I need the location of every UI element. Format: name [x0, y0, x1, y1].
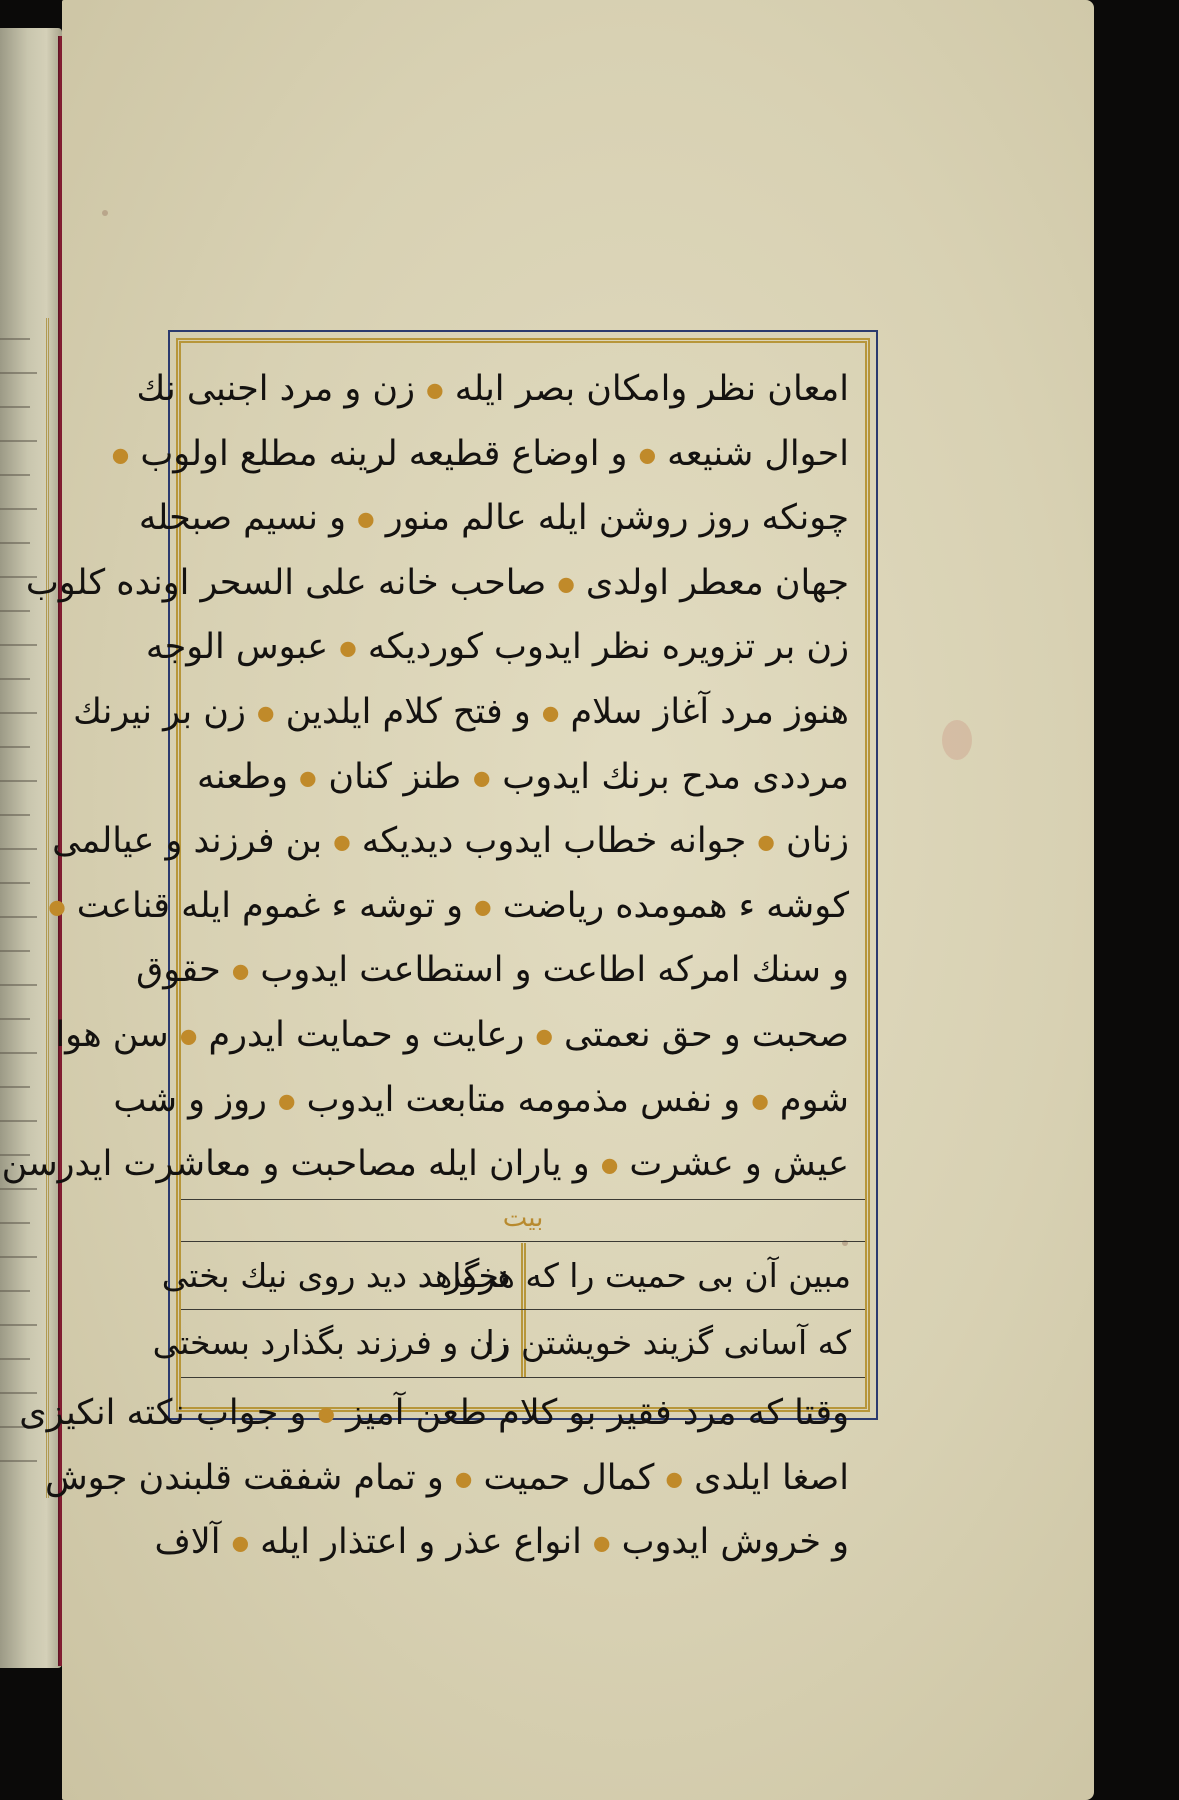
- facing-page-text-trace: [0, 882, 30, 884]
- text-line: شوم ● و نفس مذمومه متابعت ایدوب ● روز و شب: [113, 1079, 849, 1120]
- text-line: وقتا که مرد فقیر بو کلام طعن آمیز ● و جواب نکته انکیزی: [19, 1393, 849, 1433]
- verse-hemistich-left: نخواهد دید روی نیك بختی: [161, 1256, 509, 1295]
- text-line: امعان نظر وامکان بصر ایله ● زن و مرد اجنبی نك: [136, 369, 849, 409]
- facing-page-text-trace: [0, 678, 30, 680]
- verse-hemistich-left: زن و فرزند بگذارد بسختی: [152, 1323, 509, 1362]
- text-line: زنان ● جوانه خطاب ایدوب دیدیکه ● بن فرزند و عیالمی: [52, 821, 849, 862]
- verse-hemistich-right: مبین آن بی حمیت را که هرگز: [445, 1256, 851, 1295]
- text-line: و سنك امرکه اطاعت و استطاعت ایدوب ● حقوق: [136, 950, 849, 991]
- gold-punctuation-dot: ●: [231, 1530, 250, 1555]
- verse-hemistich-right: که آسانی گزیند خویشتن را: [485, 1323, 851, 1362]
- gold-punctuation-dot: ●: [299, 765, 317, 790]
- facing-page-text-trace: [0, 1460, 37, 1462]
- gold-punctuation-dot: ●: [257, 700, 275, 725]
- facing-page-text-trace: [0, 508, 37, 510]
- facing-page-text-trace: [0, 372, 37, 374]
- text-block-frame: [1, 330, 878, 1563]
- facing-page-text-trace: [0, 338, 30, 340]
- main-text-block: [1, 357, 849, 1197]
- verse-row-rule: [181, 1309, 865, 1310]
- gold-punctuation-dot: ●: [426, 377, 444, 402]
- ruling-line: [181, 1199, 865, 1200]
- foxing-spot: [102, 210, 108, 216]
- gold-punctuation-dot: ●: [454, 1466, 473, 1491]
- gold-punctuation-dot: ●: [278, 1088, 296, 1113]
- facing-page-text-trace: [0, 542, 30, 544]
- text-line: مرددی مدح برنك ایدوب ● طنز کنان ● وطعنه: [197, 756, 849, 797]
- gold-punctuation-dot: ●: [751, 1088, 769, 1113]
- facing-page-text-trace: [0, 746, 30, 748]
- ruling-line: [181, 1377, 865, 1378]
- text-line: صحبت و حق نعمتی ● رعایت و حمایت ایدرم ● سن هوا: [55, 1014, 849, 1055]
- facing-page-text-trace: [0, 1324, 37, 1326]
- facing-page-text-trace: [0, 474, 30, 476]
- gold-punctuation-dot: ●: [600, 1152, 619, 1177]
- gold-punctuation-dot: ●: [665, 1466, 683, 1491]
- facing-page-text-trace: [0, 984, 37, 986]
- facing-page-text-trace: [0, 1256, 37, 1258]
- facing-page-text-trace: [0, 644, 37, 646]
- verse-panel: [152, 1243, 865, 1377]
- facing-page-text-trace: [0, 1358, 30, 1360]
- facing-page-text-trace: [0, 712, 37, 714]
- gold-punctuation-dot: ●: [472, 765, 491, 790]
- gold-punctuation-dot: ●: [593, 1530, 611, 1555]
- facing-page-text-trace: [0, 1222, 30, 1224]
- text-line: جهان معطر اولدی ● صاحب خانه علی السحر اونده کلوب: [25, 562, 849, 603]
- facing-page-text-trace: [0, 814, 30, 816]
- gold-punctuation-dot: ●: [535, 1023, 553, 1048]
- gold-punctuation-dot: ●: [557, 571, 575, 596]
- text-line: و خروش ایدوب ● انواع عذر و اعتذار ایله ● آلاف: [154, 1522, 849, 1563]
- text-line: کوشه ء همومده ریاضت ● و توشه ء غموم ایله قناعت ●: [48, 885, 849, 926]
- gold-punctuation-dot: ●: [339, 636, 357, 661]
- verse-heading: بیت: [502, 1203, 544, 1233]
- paper-stain: [942, 720, 972, 760]
- facing-page-text-trace: [0, 916, 37, 918]
- facing-page-text-trace: [0, 848, 37, 850]
- facing-page-text-trace: [0, 440, 37, 442]
- gold-punctuation-dot: ●: [333, 829, 351, 854]
- text-line: عیش و عشرت ● و یاران ایله مصاحبت و معاشرت ایدرسن: [1, 1144, 849, 1185]
- verse-couplet: [161, 1243, 865, 1309]
- gold-punctuation-dot: ●: [111, 442, 130, 467]
- facing-page-text-trace: [0, 1290, 30, 1292]
- gold-ruling: [1, 338, 870, 1563]
- facing-page-text-trace: [0, 1120, 37, 1122]
- facing-page-text-trace: [0, 406, 30, 408]
- facing-page-text-trace: [0, 950, 30, 952]
- text-line: زن بر تزویره نظر ایدوب کوردیکه ● عبوس الوجه: [145, 627, 849, 668]
- gold-punctuation-dot: ●: [179, 1023, 198, 1048]
- gold-punctuation-dot: ●: [48, 894, 66, 919]
- facing-page-text-trace: [0, 1086, 30, 1088]
- text-line: اصغا ایلدی ● کمال حمیت ● و تمام شفقت قلبندن جوش: [44, 1457, 849, 1498]
- gold-punctuation-dot: ●: [474, 894, 492, 919]
- facing-page-text-trace: [0, 1052, 37, 1054]
- facing-page-text-trace: [0, 780, 37, 782]
- gold-punctuation-dot: ●: [757, 829, 775, 854]
- text-line: چونکه روز روشن ایله عالم منور ● و نسیم صبحله: [138, 498, 849, 539]
- text-line: احوال شنیعه ● و اوضاع قطیعه لرینه مطلع اولوب ●: [111, 433, 849, 474]
- facing-page-frame: [0, 318, 49, 1498]
- manuscript-folio: [1, 0, 1094, 1800]
- gold-punctuation-dot: ●: [638, 442, 657, 467]
- rubric-band: [181, 1201, 865, 1241]
- gold-punctuation-dot: ●: [317, 1401, 335, 1426]
- ruling-line: [181, 1241, 865, 1242]
- verse-couplet: [152, 1310, 865, 1376]
- facing-page-text-trace: [0, 1018, 30, 1020]
- continuation-text: [19, 1381, 849, 1575]
- gold-punctuation-dot: ●: [541, 700, 560, 725]
- gold-punctuation-dot: ●: [231, 959, 250, 984]
- text-line: هنوز مرد آغاز سلام ● و فتح کلام ایلدین ● زن بر نیرنك: [73, 691, 849, 732]
- gold-punctuation-dot: ●: [357, 506, 375, 531]
